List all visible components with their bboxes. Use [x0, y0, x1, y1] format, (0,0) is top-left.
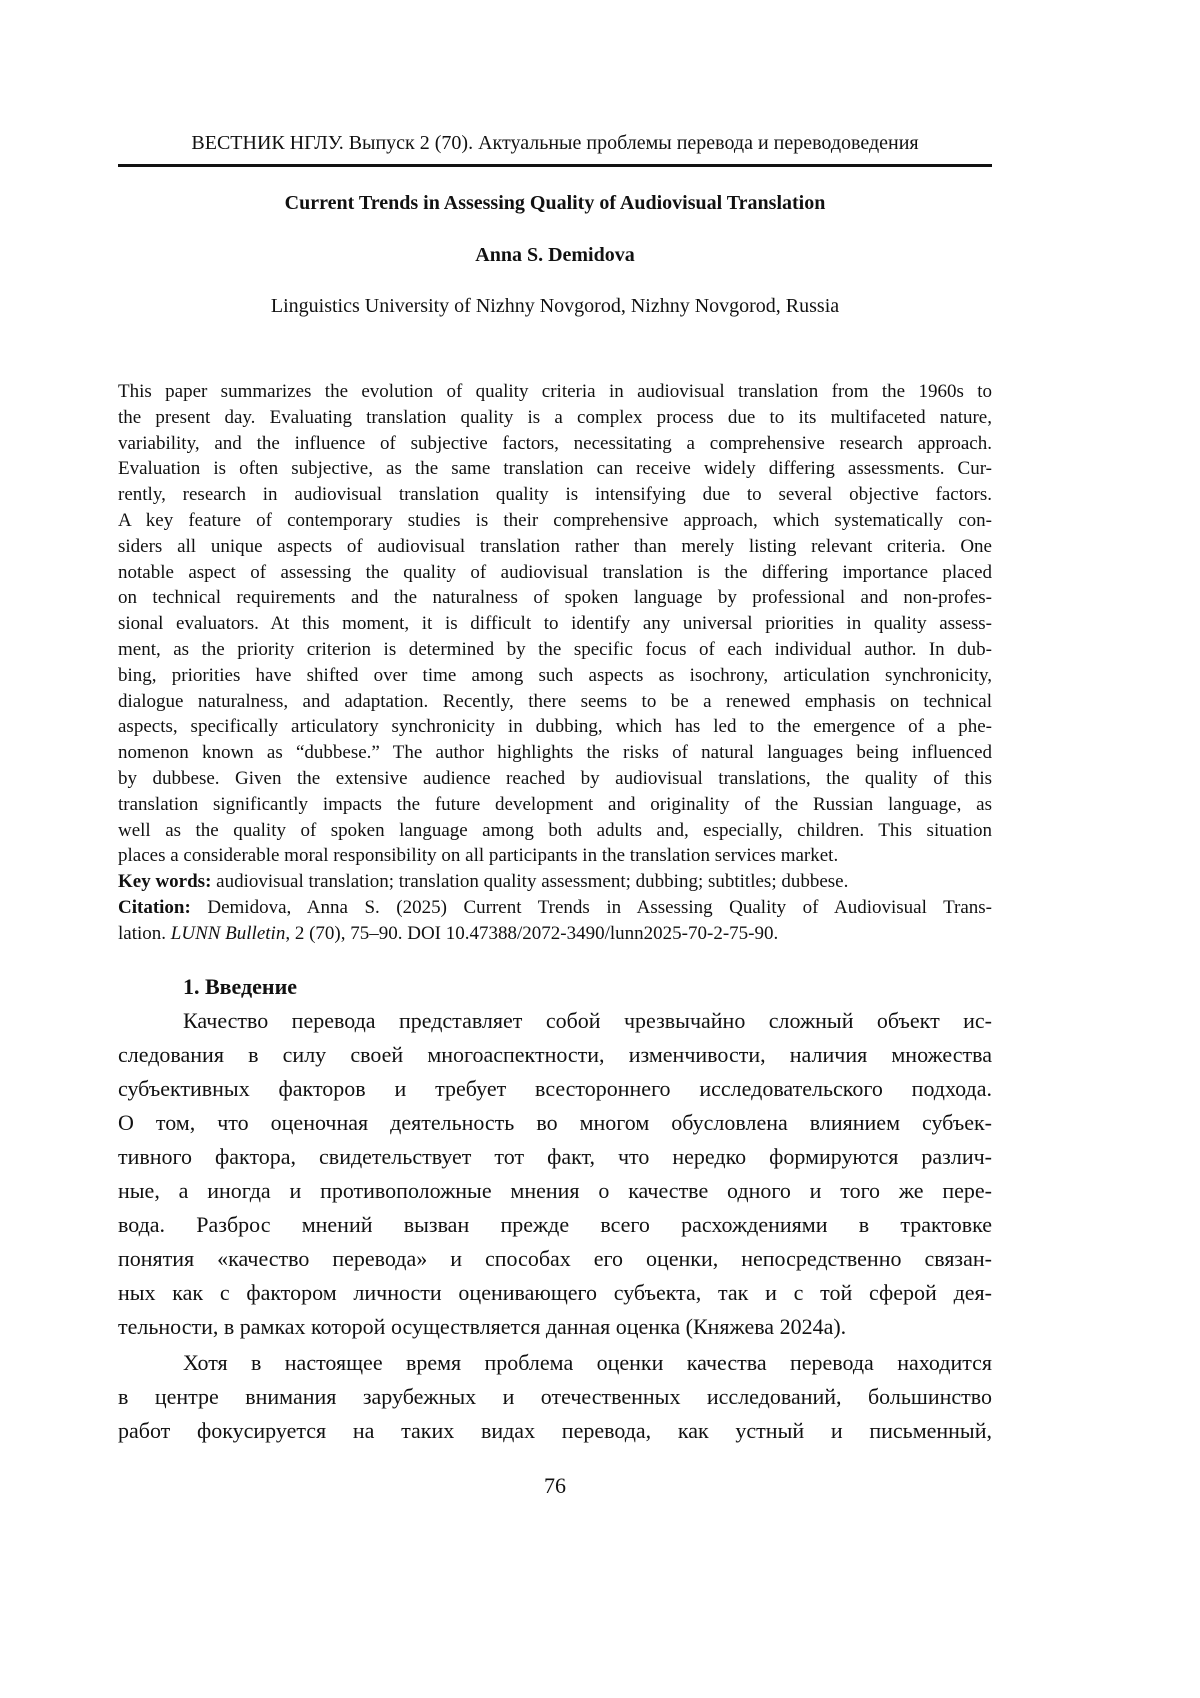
affiliation: Linguistics University of Nizhny Novgorod, Nizhny Novgorod, Russia: [118, 295, 992, 318]
text-line: the present day. Evaluating translation quality is a complex process due to its multifaceted nature,: [118, 405, 992, 431]
text-line: dialogue naturalness, and adaptation. Recently, there seems to be a renewed emphasis on technical: [118, 689, 992, 715]
text-line: Evaluation is often subjective, as the same translation can receive widely differing assessments. Cur-: [118, 456, 992, 482]
text-line: notable aspect of assessing the quality of audiovisual translation is the differing importance placed: [118, 560, 992, 586]
text-line: Качество перевода представляет собой чрезвычайно сложный объект ис-: [118, 1004, 992, 1038]
abstract-text: [118, 379, 992, 869]
abstract: [118, 379, 992, 947]
paragraph-1: [118, 1004, 992, 1344]
citation-doi: , 2 (70), 75–90. DOI 10.47388/2072-3490/lunn2025-70-2-75-90.: [285, 923, 778, 944]
text-line: субъективных факторов и требует всестороннего исследовательского подхода.: [118, 1072, 992, 1106]
author-name: Anna S. Demidova: [118, 244, 992, 267]
page-number: 76: [118, 1473, 992, 1499]
keywords-label: Key words:: [118, 871, 211, 892]
section-heading: 1. Введение: [183, 974, 297, 1000]
text-line: well as the quality of spoken language among both adults and, especially, children. This situation: [118, 818, 992, 844]
text-line: в центре внимания зарубежных и отечественных исследований, большинство: [118, 1380, 992, 1414]
text-line: bing, priorities have shifted over time among such aspects as isochrony, articulation synchronicity,: [118, 663, 992, 689]
text-line: вода. Разброс мнений вызван прежде всего расхождениями в трактовке: [118, 1208, 992, 1242]
text-line: places a considerable moral responsibility on all participants in the translation services market.: [118, 843, 992, 869]
text-line: by dubbese. Given the extensive audience reached by audiovisual translations, the quality of this: [118, 766, 992, 792]
article-title: Current Trends in Assessing Quality of Audiovisual Translation: [118, 192, 992, 215]
citation-text: Demidova, Anna S. (2025) Current Trends in Assessing Quality of Audiovisual Trans-: [191, 897, 992, 918]
text-line: тельности, в рамках которой осуществляется данная оценка (Княжева 2024a).: [118, 1310, 992, 1344]
paragraph-2: [118, 1346, 992, 1448]
text-line: A key feature of contemporary studies is their comprehensive approach, which systematically con-: [118, 508, 992, 534]
text-line: тивного фактора, свидетельствует тот факт, что нередко формируются различ-: [118, 1140, 992, 1174]
text-line: sional evaluators. At this moment, it is difficult to identify any universal priorities in quality assess-: [118, 611, 992, 637]
text-line: aspects, specifically articulatory synchronicity in dubbing, which has led to the emergence of a phe-: [118, 714, 992, 740]
citation-text-2: lation.: [118, 923, 171, 944]
text-line: rently, research in audiovisual translation quality is intensifying due to several objective factors.: [118, 482, 992, 508]
keywords-text: audiovisual translation; translation quality assessment; dubbing; subtitles; dubbese.: [211, 871, 848, 892]
text-line: on technical requirements and the naturalness of spoken language by professional and non-profes-: [118, 585, 992, 611]
citation-line2: [118, 921, 992, 947]
text-line: ных как с фактором личности оценивающего субъекта, так и с той сферой дея-: [118, 1276, 992, 1310]
text-line: следования в силу своей многоаспектности, изменчивости, наличия множества: [118, 1038, 992, 1072]
text-line: О том, что оценочная деятельность во многом обусловлена влиянием субъек-: [118, 1106, 992, 1140]
running-header: ВЕСТНИК НГЛУ. Выпуск 2 (70). Актуальные проблемы перевода и переводоведения: [118, 132, 992, 155]
text-line: siders all unique aspects of audiovisual translation rather than merely listing relevant criteria. One: [118, 534, 992, 560]
body-text: [118, 1004, 992, 1448]
text-line: variability, and the influence of subjective factors, necessitating a comprehensive research approach.: [118, 431, 992, 457]
text-line: Хотя в настоящее время проблема оценки качества перевода находится: [118, 1346, 992, 1380]
journal-name: LUNN Bulletin: [171, 923, 286, 944]
text-line: ment, as the priority criterion is determined by the specific focus of each individual author. In dub-: [118, 637, 992, 663]
header-rule: [118, 164, 992, 167]
keywords: [118, 869, 992, 895]
text-line: ные, а иногда и противоположные мнения о качестве одного и того же пере-: [118, 1174, 992, 1208]
citation-label: Citation:: [118, 897, 191, 918]
citation: [118, 895, 992, 921]
text-line: работ фокусируется на таких видах перевода, как устный и письменный,: [118, 1414, 992, 1448]
text-line: понятия «качество перевода» и способах его оценки, непосредственно связан-: [118, 1242, 992, 1276]
text-line: translation significantly impacts the future development and originality of the Russian language, as: [118, 792, 992, 818]
text-line: This paper summarizes the evolution of quality criteria in audiovisual translation from the 1960s to: [118, 379, 992, 405]
text-line: nomenon known as “dubbese.” The author highlights the risks of natural languages being influenced: [118, 740, 992, 766]
